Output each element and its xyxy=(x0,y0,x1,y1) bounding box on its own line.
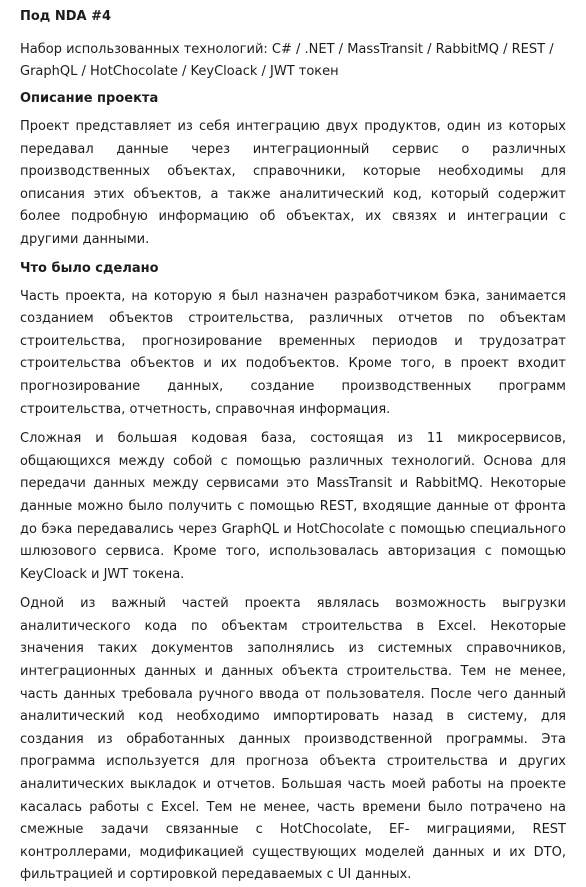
work-paragraph-scope: Часть проекта, на которую я был назначен разработчиком бэка, занимается созданием объектов строительства, различных отчетов по объектам строительства, прогнозирование временных периодов и трудозатрат строительства объектов и их подобъектов. Кроме того, в проект входит прогнозирование данных, создание производственных программ строительства, отчетность, справочная информация. xyxy=(20,288,566,417)
section-heading-description: Описание проекта xyxy=(20,91,159,106)
page-title: Под NDA #4 xyxy=(20,9,112,24)
work-paragraph-codebase: Сложная и большая кодовая база, состоящая из 11 микросервисов, общающихся между собой с помощью различных технологий. Основа для передачи данных между сервисами это MassTransit и RabbitMQ. Некоторые данные можно было получить с помощью REST, входящие данные от фронта до бэка передавались через GraphQL и HotChocolate с помощью специального шлюзового сервиса. Кроме того, использовалась авторизация с помощью KeyCloack и JWT токена. xyxy=(20,431,566,582)
technology-stack-text: Набор использованных технологий: C# / .NET / MassTransit / RabbitMQ / REST / GraphQL / HotChocolate / KeyCloack / JWT токен xyxy=(20,42,554,79)
section-heading-work-done: Что было сделано xyxy=(20,260,159,276)
work-paragraph-excel: Одной из важный частей проекта являлась возможность выгрузки аналитического кода по объектам строительства в Excel. Некоторые значения таких документов заполнялись из системных справочников, интеграционных данных и данных объекта строительства. Тем не менее, часть данных требовала ручного ввода от пользователя. После чего данный аналитический код необходимо импортировать назад в систему, для создания из обработанных данных производственной программы. Эта программа используется для прогноза объекта строительства и других аналитических выкладок и отчетов. Большая часть моей работы на проекте касалась работы с Excel. Тем не менее, часть времени было потрачено на смежные задачи связанные с HotChocolate, EF- миграциями, REST контроллерами, модификацией существующих моделей данных и их DTO, фильтрацией и сортировкой передаваемых с UI данных. xyxy=(20,596,566,883)
description-paragraph: Проект представляет из себя интеграцию двух продуктов, один из которых передавал данные через интеграционный сервис о различных производственных объектах, справочники, которые необходимы для описания этих объектов, а также аналитический код, который содержит более подробную информацию об объектах, их связях и интеграции с другими данными. xyxy=(20,119,566,247)
